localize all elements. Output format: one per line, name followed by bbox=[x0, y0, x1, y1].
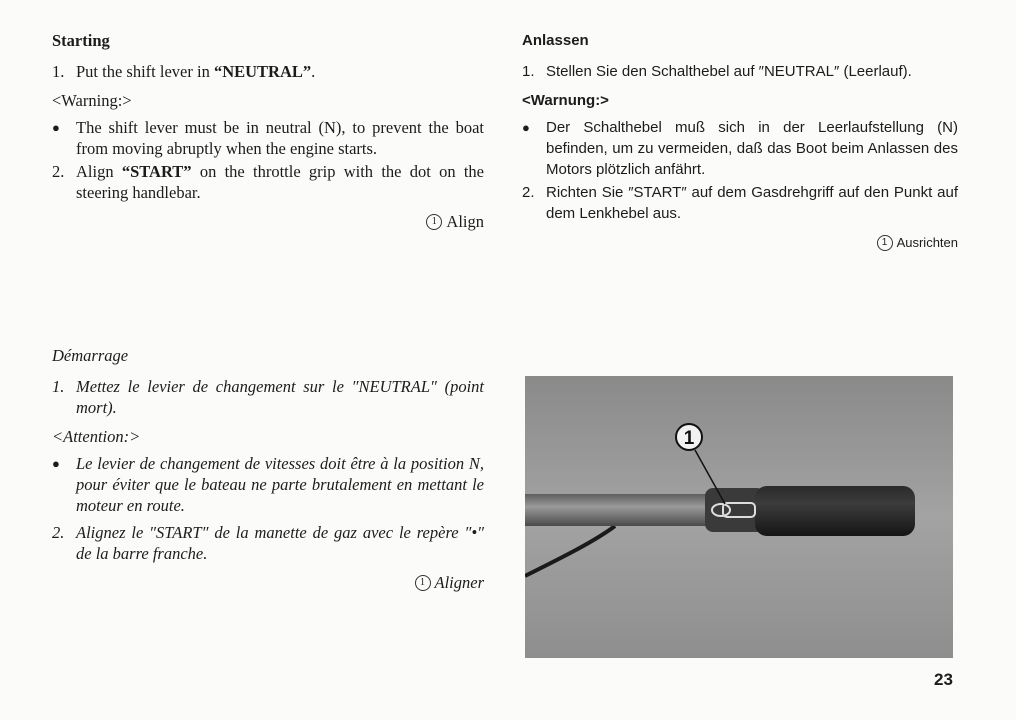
step-text: Stellen Sie den Schalthebel auf ″NEUTRAL″ (Leerlauf). bbox=[546, 63, 912, 80]
step-text: Alignez le ″START″ de la manette de gaz avec le repère ″•″ de la barre franche. bbox=[76, 523, 484, 563]
french-section bbox=[52, 345, 484, 593]
callout-number: 1 bbox=[683, 428, 695, 449]
step-number: 1. bbox=[52, 377, 65, 396]
throttle-grip bbox=[755, 486, 915, 536]
bullet-icon: ● bbox=[52, 120, 60, 135]
german-warning-label: <Warnung:> bbox=[522, 92, 609, 109]
page-number: 23 bbox=[934, 670, 953, 689]
english-step-1 bbox=[52, 61, 484, 82]
french-heading: Démarrage bbox=[52, 346, 129, 365]
step-number: 2. bbox=[52, 162, 65, 181]
callout-number-icon: 1 bbox=[877, 235, 893, 251]
german-step-2 bbox=[522, 182, 958, 224]
step-number: 1. bbox=[522, 63, 535, 80]
step-text-part: Put the shift lever in bbox=[76, 62, 214, 81]
english-step-2 bbox=[52, 161, 484, 203]
step-number: 1. bbox=[52, 62, 65, 81]
german-step-1 bbox=[522, 61, 958, 82]
warning-text: Le levier de changement de vitesses doit être à la position N, pour éviter que le bateau ne parte brutalement en mettant le moteur en route. bbox=[76, 454, 484, 515]
german-warning bbox=[522, 117, 958, 180]
caption-text: Align bbox=[446, 212, 484, 231]
german-section bbox=[522, 30, 958, 253]
step-number: 2. bbox=[52, 523, 65, 542]
warning-text: The shift lever must be in neutral (N), to prevent the boat from moving abruptly when the engine starts. bbox=[76, 118, 484, 158]
bullet-icon: ● bbox=[522, 120, 530, 135]
bullet-icon: ● bbox=[52, 456, 60, 471]
handlebar-tube bbox=[525, 494, 725, 526]
german-caption bbox=[522, 232, 958, 253]
step-text-part: on the throttle grip with the dot on the steering handlebar. bbox=[76, 162, 484, 202]
step-text-part: . bbox=[311, 62, 316, 81]
english-heading: Starting bbox=[52, 31, 110, 50]
german-heading: Anlassen bbox=[522, 32, 589, 49]
step-emphasis: “START” bbox=[121, 162, 192, 181]
french-step-2 bbox=[52, 522, 484, 564]
caption-text: Ausrichten bbox=[896, 235, 958, 250]
callout-number-icon: 1 bbox=[415, 575, 431, 591]
english-warning bbox=[52, 117, 484, 159]
step-text bbox=[76, 61, 484, 82]
step-emphasis: “NEUTRAL” bbox=[213, 62, 312, 81]
french-warning bbox=[52, 453, 484, 516]
step-number: 2. bbox=[522, 184, 535, 201]
step-text: Mettez le levier de changement sur le ″NEUTRAL″ (point mort). bbox=[76, 377, 484, 417]
step-text-part: Align bbox=[76, 162, 122, 181]
english-caption bbox=[52, 211, 484, 232]
throttle-grip-photo bbox=[525, 376, 953, 658]
french-warning-label: <Attention:> bbox=[52, 427, 141, 446]
warning-text: Der Schalthebel muß sich in der Leerlaufstellung (N) befinden, um zu vermeiden, daß das Boot beim Anlassen des Motors plötzlich anfährt. bbox=[546, 119, 958, 178]
french-step-1 bbox=[52, 376, 484, 418]
english-section bbox=[52, 30, 484, 232]
caption-text: Aligner bbox=[434, 573, 484, 592]
step-text: Richten Sie ″START″ auf dem Gasdrehgriff auf den Punkt auf dem Lenkhebel aus. bbox=[546, 184, 958, 222]
step-text bbox=[76, 161, 484, 203]
english-warning-label: <Warning:> bbox=[52, 91, 132, 110]
callout-number-icon: 1 bbox=[426, 214, 442, 230]
french-caption bbox=[52, 572, 484, 593]
